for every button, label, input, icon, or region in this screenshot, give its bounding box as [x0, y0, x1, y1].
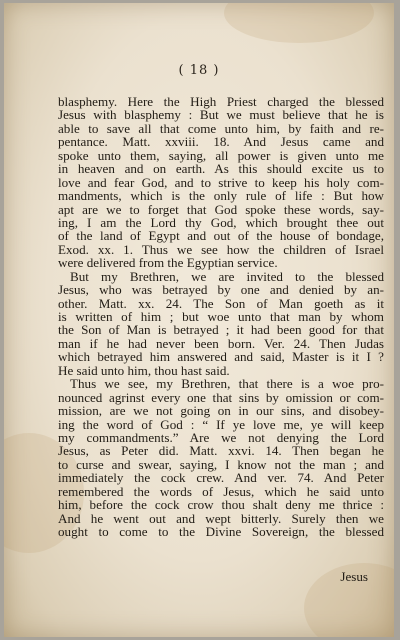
text-line: the Son of Man is betrayed ; it had been good for that	[58, 322, 384, 338]
text-line: And he went out and wept bitterly. Surely then we	[58, 510, 384, 526]
paper-stain	[224, 3, 374, 43]
text-line: Jesus, who was betrayed by one and denied by an-	[58, 282, 384, 298]
text-line: were delivered from the Egyptian service.	[58, 255, 278, 271]
text-line: Thus we see, my Brethren, that there is a woe pro-	[70, 376, 384, 392]
text-line: mandments, which is the only rule of life : But how	[58, 188, 384, 204]
text-line: which betrayed him answered and said, Master is it I ?	[58, 349, 384, 365]
text-line: is written of him ; but woe unto that man by whom	[58, 309, 384, 324]
catchword: Jesus	[340, 569, 368, 584]
text-line: pentance. Matt. xxviii. 18. And Jesus came and	[58, 134, 384, 150]
text-line: He said unto him, thou hast said.	[58, 362, 230, 378]
text-line: Jesus with blasphemy : But we must believe that he is	[58, 107, 384, 123]
text-line: other. Matt. xx. 24. The Son of Man goeth as it	[58, 295, 384, 311]
text-line: ought to come to the Divine Sovereign, the blessed	[58, 524, 384, 539]
book-page	[4, 3, 394, 637]
text-line: apt are we to forget that God spoke these words, say-	[58, 201, 384, 217]
text-line: blasphemy. Here the High Priest charged the blessed	[58, 94, 384, 109]
text-line: man if he had never been born. Ver. 24. Then Judas	[58, 335, 384, 351]
text-line: nounced agrinst every one that sins by omission or com-	[58, 389, 384, 405]
text-line: my commandments.” Are we not denying the Lord	[58, 429, 384, 445]
text-line: of the land of Egypt and out of the house of bondage,	[58, 228, 384, 244]
text-line: mission, are we not going on in our sins, and disobey-	[58, 403, 384, 419]
text-line: Exod. xx. 1. Thus we see how the children of Israel	[58, 241, 384, 257]
text-line: But my Brethren, we are invited to the blessed	[70, 268, 384, 284]
text-line: able to save all that come unto him, by faith and re-	[58, 120, 384, 136]
text-line: ing the word of God : “ If ye love me, ye will keep	[58, 416, 384, 432]
text-line: to curse and swear, saying, I know not the man ; and	[58, 456, 384, 472]
text-line: Jesus, as Peter did. Matt. xxvi. 14. Then began he	[58, 443, 384, 459]
text-line: remembered the words of Jesus, which he said unto	[58, 483, 384, 499]
page-number: ( 18 )	[178, 63, 220, 78]
text-line: ing, I am the Lord thy God, which brought thee out	[58, 214, 384, 230]
body-text	[58, 95, 384, 538]
text-line: him, before the cock crow thou shalt deny me thrice :	[58, 497, 384, 513]
text-line: spoke unto them, saying, all power is given unto me	[58, 147, 384, 163]
text-line: in heaven and on earth. As this should excite us to	[58, 161, 384, 177]
text-line: immediately the cock crew. And ver. 74. And Peter	[58, 470, 384, 486]
text-line: love and fear God, and to strive to keep his holy com-	[58, 174, 384, 190]
